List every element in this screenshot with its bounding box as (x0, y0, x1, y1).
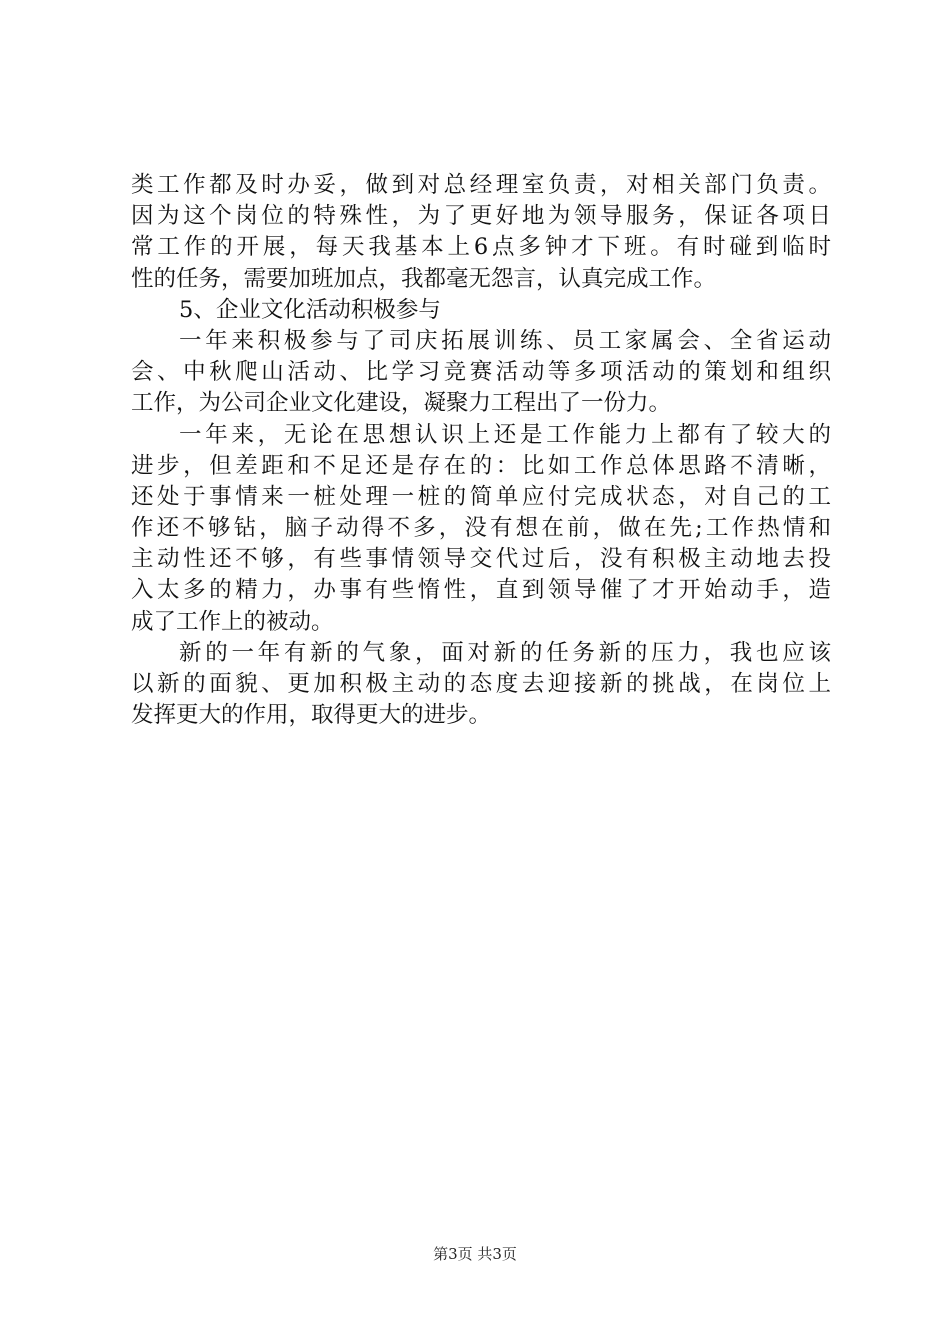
text-line: 常工作的开展，每天我基本上6点多钟才下班。有时碰到临时 (131, 234, 831, 261)
text-line: 发挥更大的作用，取得更大的进步。 (131, 702, 492, 729)
text-line: 入太多的精力，办事有些惰性，直到领导催了才开始动手，造 (131, 577, 831, 604)
text-line: 作还不够钻，脑子动得不多，没有想在前，做在先;工作热情和 (131, 515, 831, 542)
text-line: 以新的面貌、更加积极主动的态度去迎接新的挑战，在岗位上 (131, 671, 831, 697)
text-line: 一年来，无论在思想认识上还是工作能力上都有了较大的 (179, 421, 831, 448)
text-line: 会、中秋爬山活动、比学习竞赛活动等多项活动的策划和组织 (131, 359, 831, 386)
text-line: 一年来积极参与了司庆拓展训练、员工家属会、全省运动 (179, 327, 831, 354)
text-line: 进步，但差距和不足还是存在的：比如工作总体思路不清晰， (131, 452, 831, 479)
page-footer: 第3页 共3页 (433, 1245, 517, 1263)
text-line: 性的任务，需要加班加点，我都毫无怨言，认真完成工作。 (131, 265, 717, 292)
text-line: 类工作都及时办妥，做到对总经理室负责，对相关部门负责。 (131, 172, 831, 198)
text-line: 新的一年有新的气象，面对新的任务新的压力，我也应该 (179, 639, 831, 666)
text-line: 工作，为公司企业文化建设，凝聚力工程出了一份力。 (131, 390, 672, 417)
text-line: 还处于事情来一桩处理一桩的简单应付完成状态，对自己的工 (131, 483, 831, 510)
text-line: 主动性还不够，有些事情领导交代过后，没有积极主动地去投 (131, 546, 831, 573)
text-line: 因为这个岗位的特殊性，为了更好地为领导服务，保证各项日 (131, 203, 831, 230)
document-body (131, 170, 831, 731)
section-heading: 5、企业文化活动积极参与 (179, 296, 441, 323)
text-line: 成了工作上的被动。 (131, 608, 334, 635)
